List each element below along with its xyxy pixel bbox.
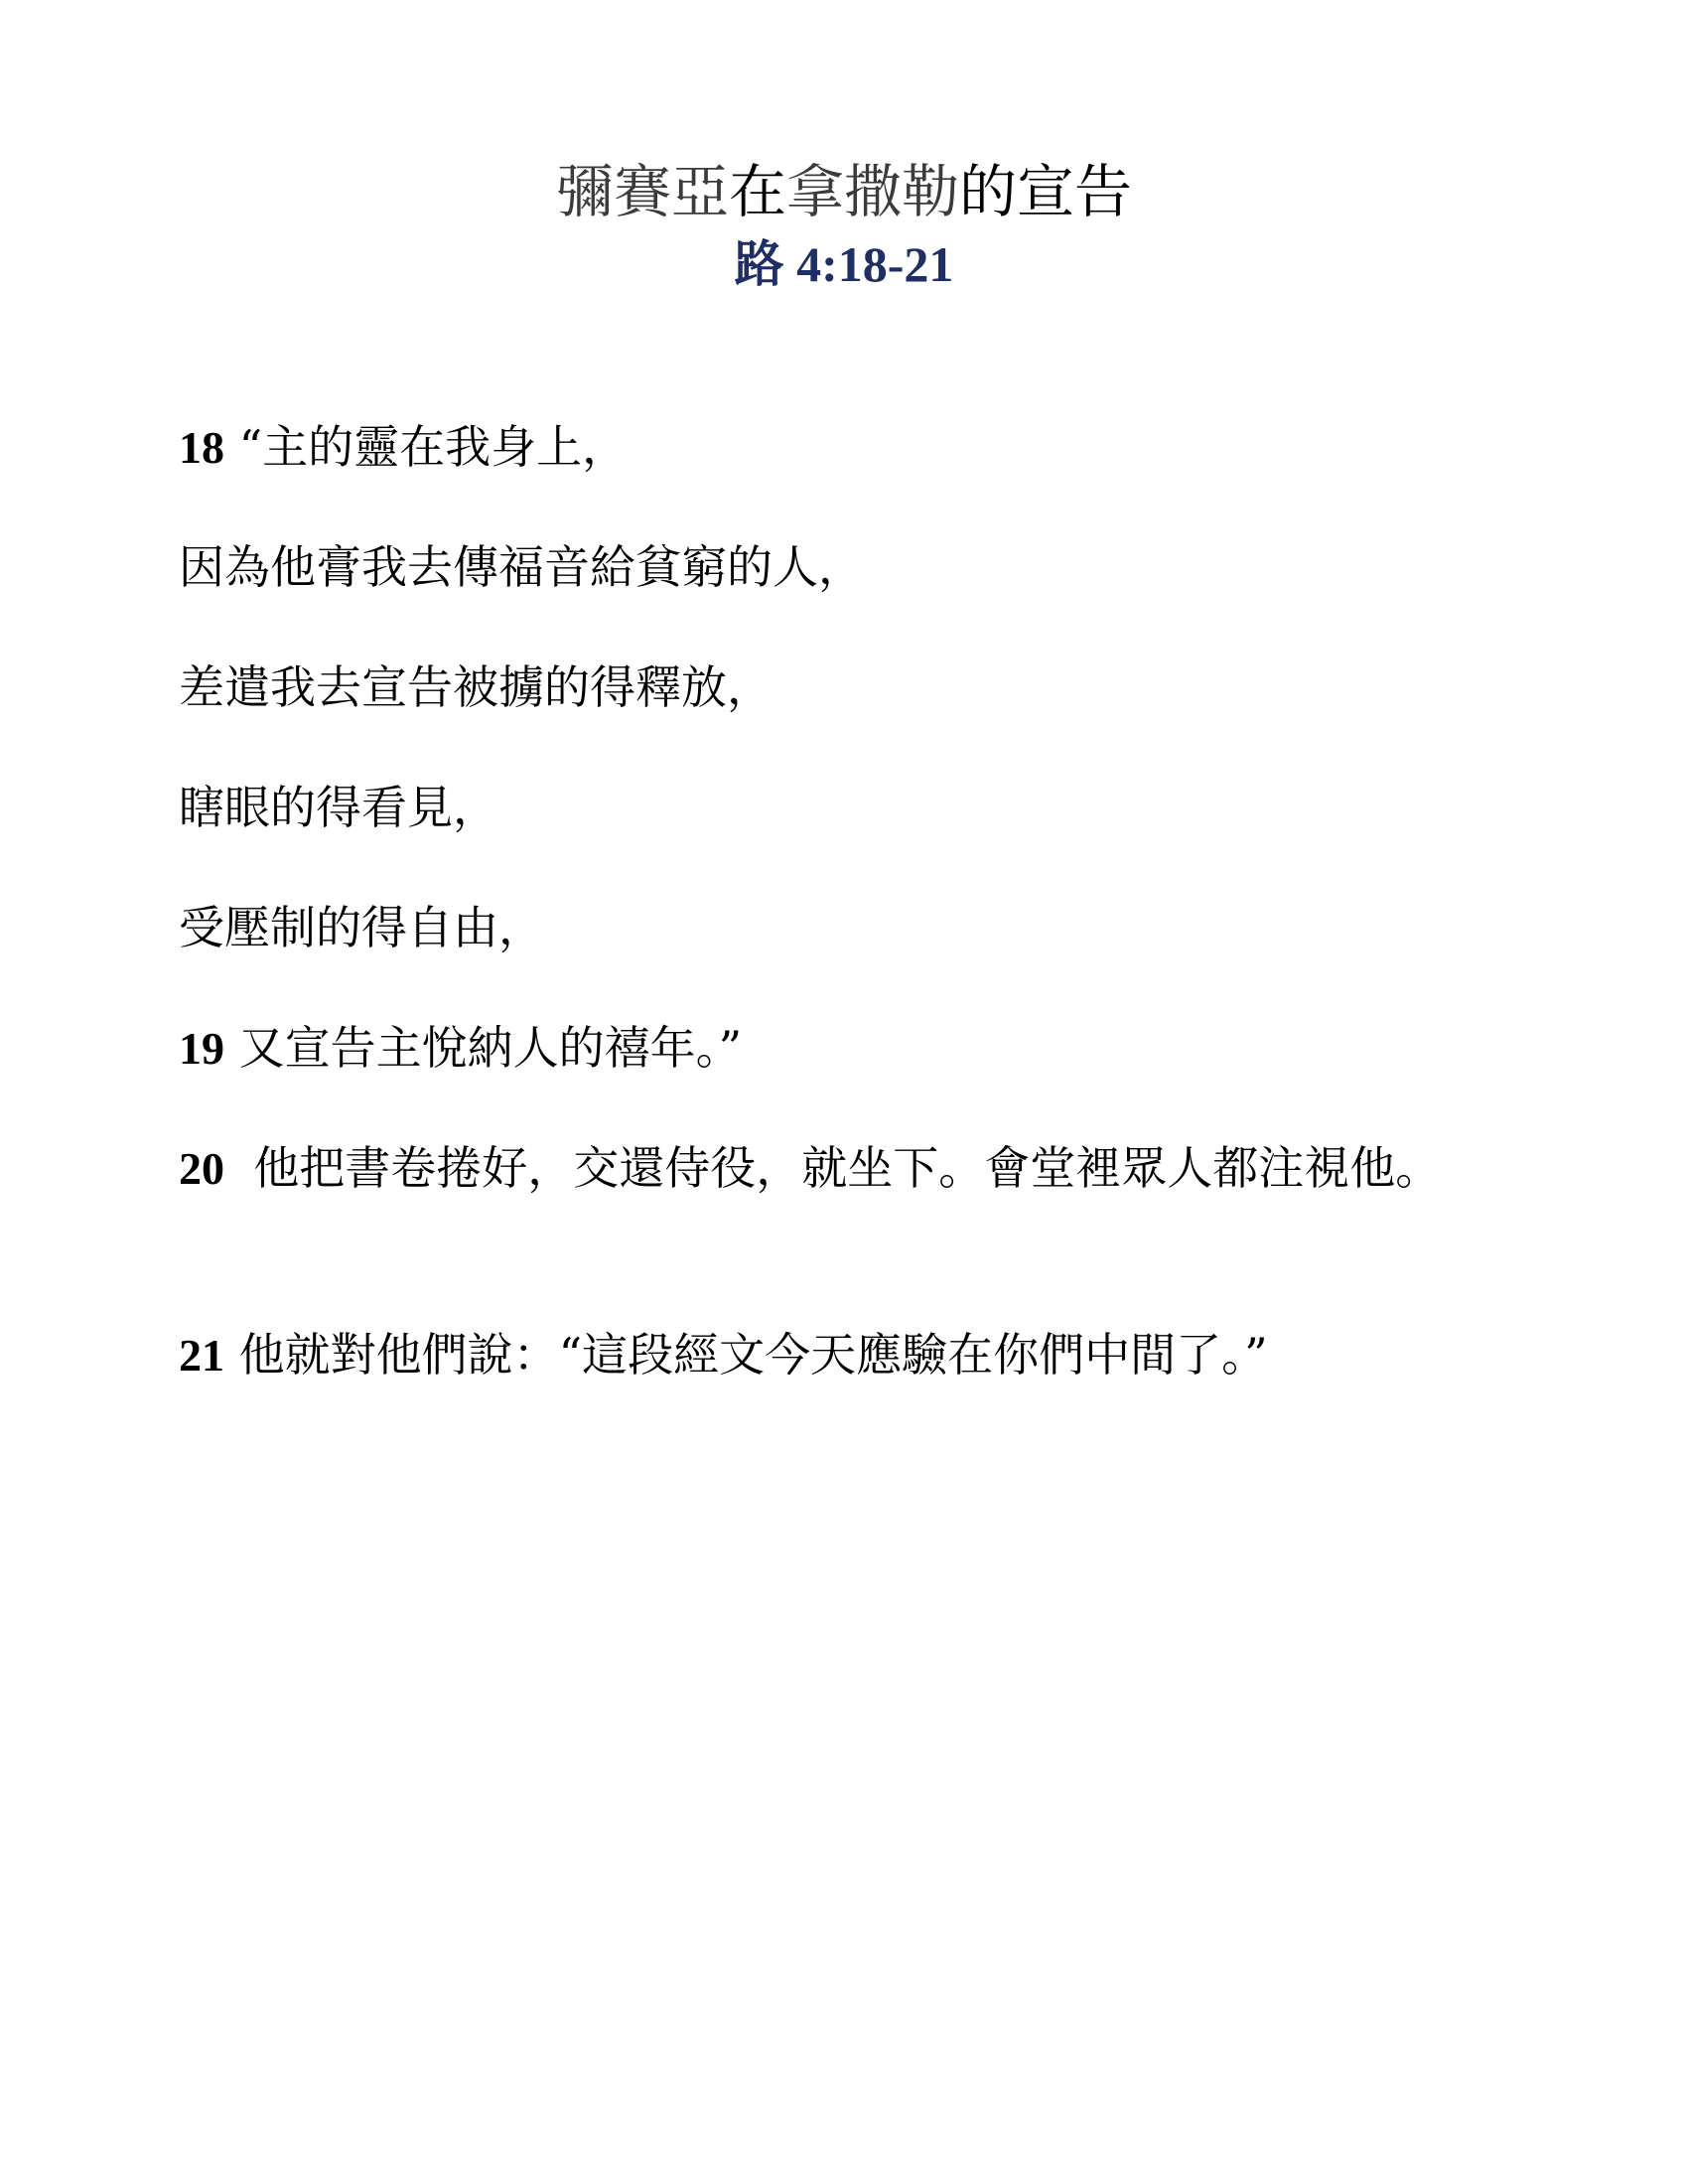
verse-line [179, 417, 628, 478]
verse-line [179, 657, 773, 717]
verse-number: 20 [179, 1143, 224, 1194]
verse-line [179, 1138, 1509, 1199]
verse-line [179, 778, 498, 837]
verse-line [179, 537, 864, 597]
scripture-reference: 路 4:18-21 [734, 236, 954, 292]
verse-text: 他就對他們說：“這段經文今天應驗在你們中間了。” [238, 1328, 1268, 1382]
verse-line [179, 898, 544, 957]
verse-text: 他把書卷捲好，交還侍役，就坐下。會堂裡眾人都注視他。 [253, 1141, 1442, 1195]
page-title [0, 157, 1688, 226]
verse-number: 18 [179, 422, 224, 473]
verse-text: 瞎眼的得看見， [179, 781, 498, 834]
verse-text: 因為他膏我去傳福音給貧窮的人， [179, 540, 864, 594]
title-part: 的宣告 [959, 158, 1133, 225]
title-part: 拿撒勒 [786, 158, 960, 225]
verse-number: 19 [179, 1023, 224, 1074]
verse-text: 又宣告主悅納人的禧年。” [238, 1021, 743, 1075]
verse-text: 差遣我去宣告被擄的得釋放， [179, 660, 773, 714]
title-part: 彌賽亞 [555, 158, 729, 225]
title-part: 在 [728, 158, 786, 225]
verse-line [179, 1018, 742, 1079]
verse-text: 受壓制的得自由， [179, 901, 544, 954]
verse-line [179, 1325, 1268, 1385]
verse-text: “主的靈在我身上， [238, 420, 629, 474]
verse-number: 21 [179, 1330, 224, 1381]
